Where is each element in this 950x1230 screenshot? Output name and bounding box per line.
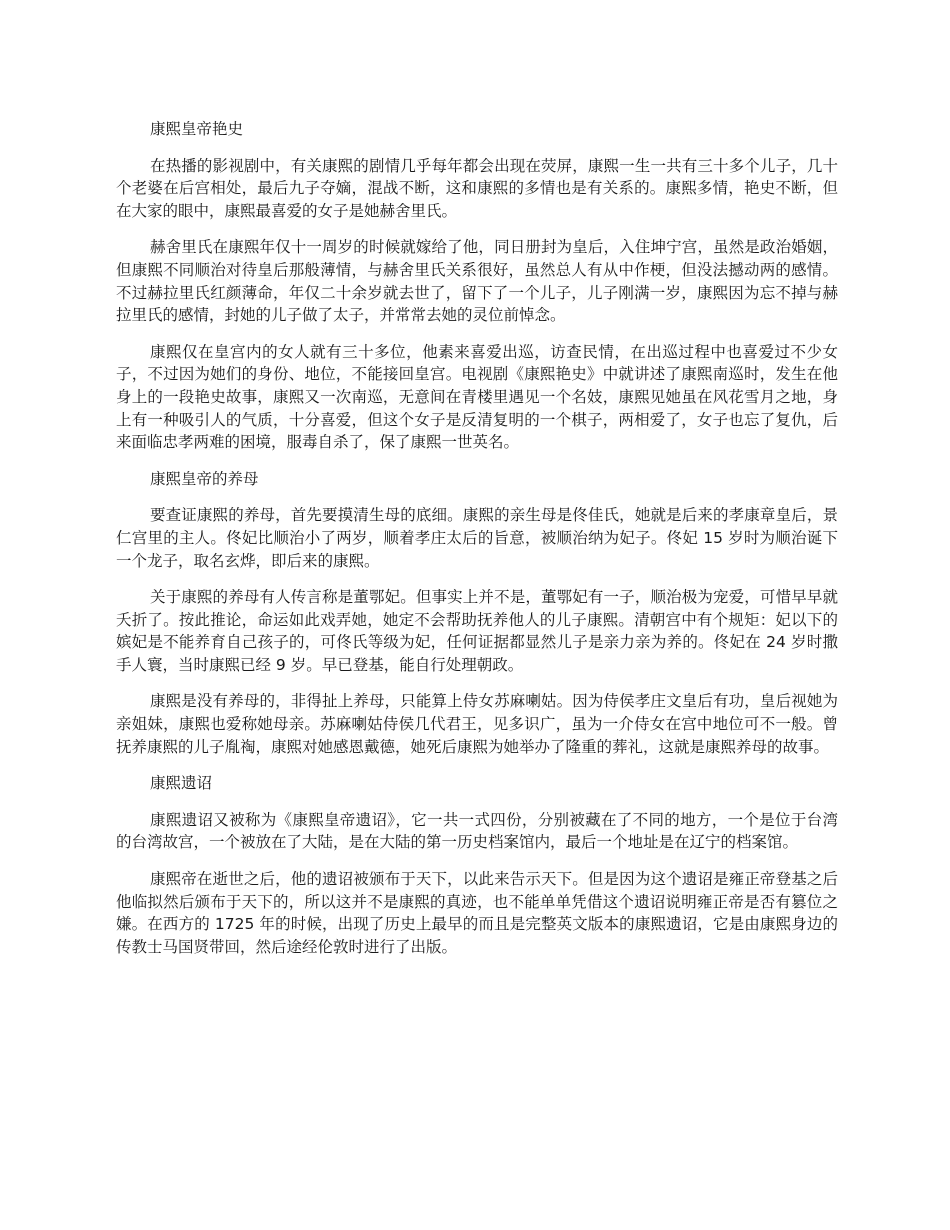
paragraph: 要查证康熙的养母，首先要摸清生母的底细。康熙的亲生母是佟佳氏，她就是后来的孝康章皇后，景仁宫里的主人。佟妃比顺治小了两岁，顺着孝庄太后的旨意，被顺治纳为妃子。佟妃 15 岁时为顺治诞下一个龙子，取名玄烨，即后来的康熙。 xyxy=(116,506,838,570)
section-heading: 康熙皇帝的养母 xyxy=(150,469,259,488)
paragraph: 关于康熙的养母有人传言称是董鄂妃。但事实上并不是，董鄂妃有一子，顺治极为宠爱，可惜早早就夭折了。按此推论，命运如此戏弄她，她定不会帮助抚养他人的儿子康熙。清朝宫中有个规矩：妃以下的嫔妃是不能养育自己孩子的，可佟氏等级为妃，任何证据都显然儿子是亲力亲为养的。佟妃在 24 岁时撒手人寰，当时康熙已经 9 岁。早已登基，能自行处理朝政。 xyxy=(116,588,838,674)
paragraph: 康熙是没有养母的，非得扯上养母，只能算上侍女苏麻喇姑。因为侍侯孝庄文皇后有功，皇后视她为亲姐妹，康熙也爱称她母亲。苏麻喇姑侍侯几代君王，见多识广，虽为一介侍女在宫中地位可不一般。曾抚养康熙的儿子胤祹，康熙对她感恩戴德，她死后康熙为她举办了隆重的葬礼，这就是康熙养母的故事。 xyxy=(116,692,838,756)
section-yangmu xyxy=(116,468,838,759)
document-page xyxy=(116,118,838,972)
paragraph: 康熙仅在皇宫内的女人就有三十多位，他素来喜爱出巡，访查民情，在出巡过程中也喜爱过不少女子，不过因为她们的身份、地位，不能接回皇宫。电视剧《康熙艳史》中就讲述了康熙南巡时，发生在他身上的一段艳史故事，康熙又一次南巡，无意间在青楼里遇见一个名妓，康熙见她虽在风花雪月之地，身上有一种吸引人的气质，十分喜爱，但这个女子是反清复明的一个棋子，两相爱了，女子也忘了复仇，后来面临忠孝两难的困境，服毒自杀了，保了康熙一世英名。 xyxy=(116,342,838,452)
paragraph: 在热播的影视剧中，有关康熙的剧情几乎每年都会出现在荧屏，康熙一生一共有三十多个儿子，几十个老婆在后宫相处，最后九子夺嫡，混战不断，这和康熙的多情也是有关系的。康熙多情，艳史不断，但在大家的眼中，康熙最喜爱的女子是她赫舍里氏。 xyxy=(116,156,838,220)
paragraph: 赫舍里氏在康熙年仅十一周岁的时候就嫁给了他，同日册封为皇后，入住坤宁宫，虽然是政治婚姻，但康熙不同顺治对待皇后那般薄情，与赫舍里氏关系很好，虽然总人有从中作梗，但没法撼动两的感情。不过赫拉里氏红颜薄命，年仅二十余岁就去世了，留下了一个儿子，儿子刚满一岁，康熙因为忘不掉与赫拉里氏的感情，封她的儿子做了太子，并常常去她的灵位前悼念。 xyxy=(116,238,838,325)
paragraph: 康熙遗诏又被称为《康熙皇帝遗诏》，它一共一式四份，分别被藏在了不同的地方，一个是位于台湾的台湾故宫，一个被放在了大陆，是在大陆的第一历史档案馆内，最后一个地址是在辽宁的档案馆。 xyxy=(116,810,838,852)
section-heading: 康熙皇帝艳史 xyxy=(150,120,244,138)
section-heading: 康熙遗诏 xyxy=(150,774,213,793)
section-yanshi xyxy=(116,118,838,454)
paragraph: 康熙帝在逝世之后，他的遗诏被颁布于天下，以此来告示天下。但是因为这个遗诏是雍正帝登基之后他临拟然后颁布于天下的，所以这并不是康熙的真迹，也不能单单凭借这个遗诏说明雍正帝是否有篡位之嫌。在西方的 1725 年的时候，出现了历史上最早的而且是完整英文版本的康熙遗诏，它是由康熙身边的传教士马国贤带回，然后途经伦敦时进行了出版。 xyxy=(116,870,838,956)
section-yizhao xyxy=(116,772,838,958)
